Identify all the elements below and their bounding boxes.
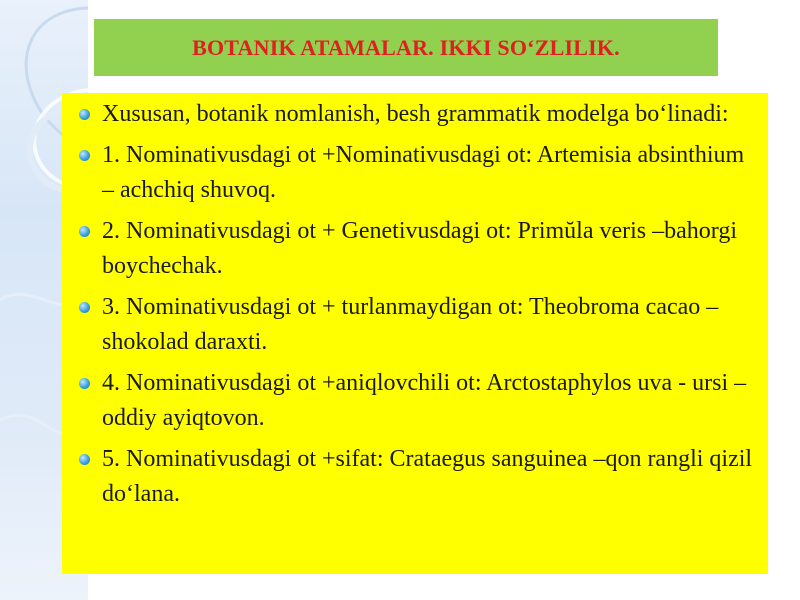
slide-title-banner [94,19,718,76]
slide-title: BOTANIK ATAMALAR. IKKI SO‘ZLILIK. [192,34,620,60]
content-panel [62,93,768,574]
list-item [62,442,768,512]
bullet-icon [79,226,90,237]
bullet-icon [79,302,90,313]
bullet-text: 5. Nominativusdagi ot +sifat: Crataegus sanguinea –qon rangli qizil do‘lana. [102,446,753,507]
bullet-text: 2. Nominativusdagi ot + Genetivusdagi ot: Primŭla veris –bahorgi boychechak. [102,218,738,279]
list-item [62,366,768,436]
list-item [62,97,768,132]
bullet-text: Xususan, botanik nomlanish, besh grammatik modelga bo‘linadi: [102,101,729,127]
list-item [62,214,768,284]
bullet-text: 1. Nominativusdagi ot +Nominativusdagi ot: Artemisia absinthium – achchiq shuvoq. [102,142,745,203]
bullet-list [62,97,768,518]
bullet-text: 4. Nominativusdagi ot +aniqlovchili ot: Arctostaphylos uva - ursi –oddiy ayiqtovon. [102,370,747,431]
bullet-icon [79,150,90,161]
bullet-icon [79,454,90,465]
list-item [62,290,768,360]
bullet-icon [79,109,90,120]
bullet-text: 3. Nominativusdagi ot + turlanmaydigan ot: Theobroma cacao – shokolad daraxti. [102,294,719,355]
list-item [62,138,768,208]
bullet-icon [79,378,90,389]
